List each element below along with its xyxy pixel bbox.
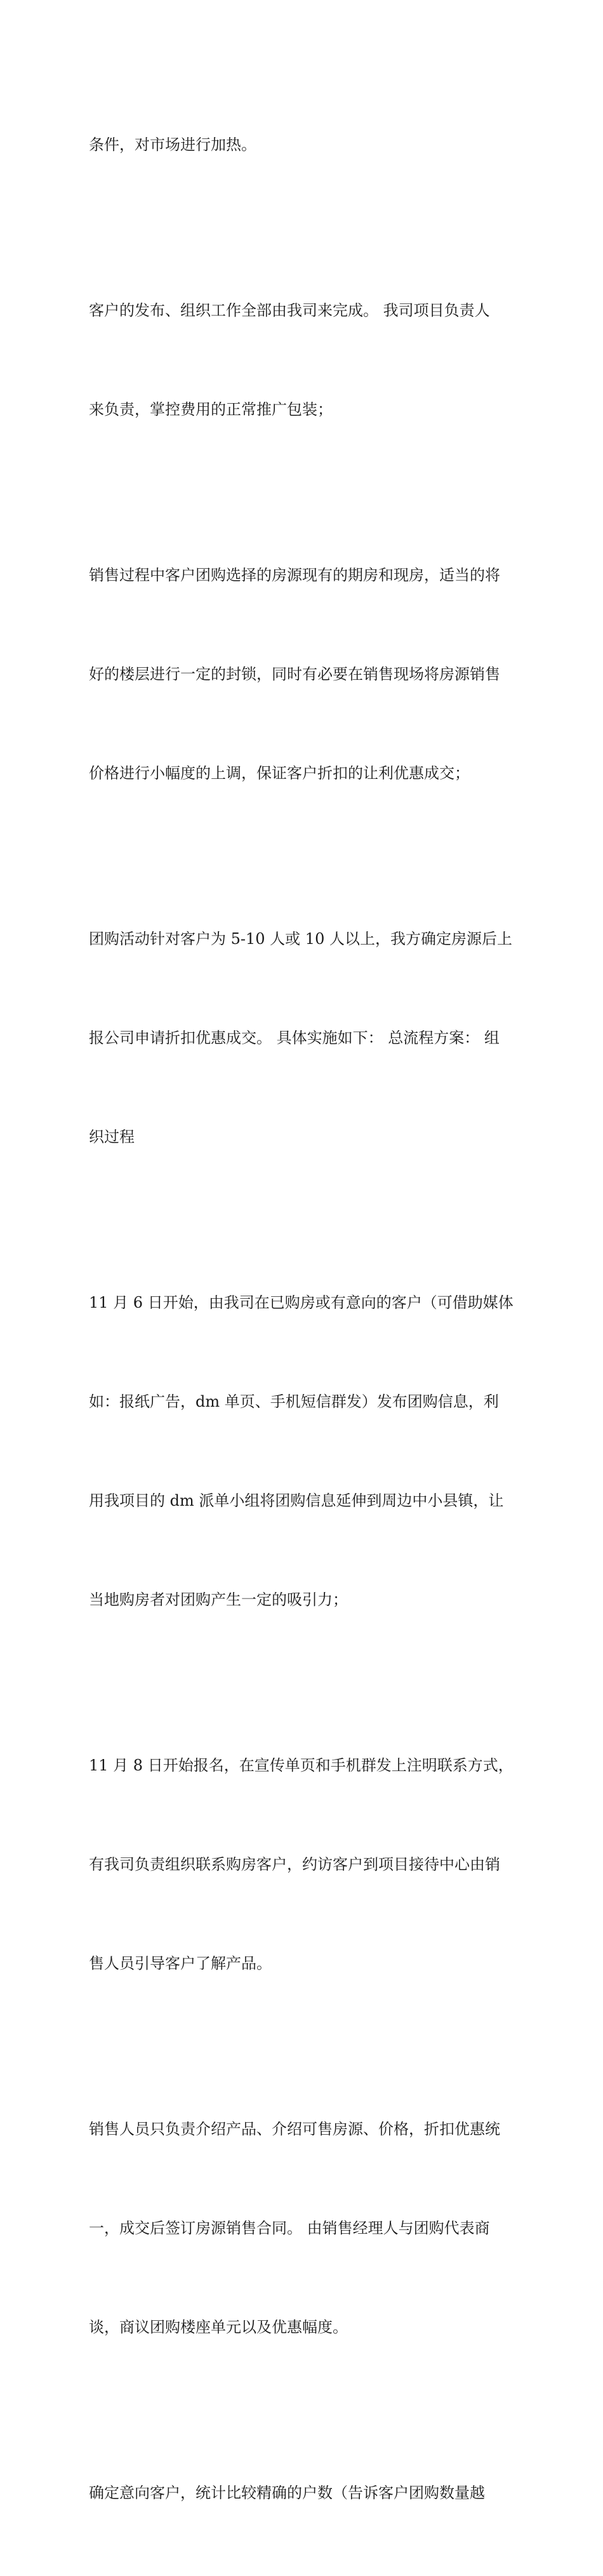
text-line: 销售过程中客户团购选择的房源现有的期房和现房，适当的将	[89, 566, 500, 584]
text-line: 有我司负责组织联系购房客户，约访客户到项目接待中心由销	[89, 1856, 500, 1873]
text-line: 11 月 6 日开始，由我司在已购房或有意向的客户（可借助媒体	[89, 1294, 514, 1311]
paragraph-1	[89, 62, 520, 227]
text-line: 11 月 8 日开始报名，在宣传单页和手机群发上注明联系方式，	[89, 1756, 514, 1774]
text-line: 好的楼层进行一定的封锁，同时有必要在销售现场将房源销售	[89, 665, 500, 683]
text-line: 谈，商议团购楼座单元以及优惠幅度。	[89, 2318, 348, 2336]
text-line: 当地购房者对团购产生一定的吸引力；	[89, 1591, 348, 1609]
text-line: 用我项目的 dm 派单小组将团购信息延伸到周边中小县镇，让	[89, 1492, 504, 1510]
text-line: 织过程	[89, 1128, 135, 1146]
paragraph-8	[89, 2410, 520, 2575]
paragraph-5	[89, 1220, 520, 1682]
paragraph-3	[89, 493, 520, 856]
text-line: 客户的发布、组织工作全部由我司来完成。 我司项目负责人	[89, 302, 490, 319]
text-line: 如：报纸广告，dm 单页、手机短信群发）发布团购信息，利	[89, 1393, 499, 1411]
paragraph-6	[89, 1683, 520, 2046]
document-body	[89, 62, 520, 2576]
text-line: 售人员引导客户了解产品。	[89, 1955, 272, 1972]
text-line: 一，成交后签订房源销售合同。 由销售经理人与团购代表商	[89, 2219, 490, 2237]
text-line: 确定意向客户，统计比较精确的户数（告诉客户团购数量越	[89, 2484, 485, 2502]
text-line: 销售人员只负责介绍产品、介绍可售房源、价格，折扣优惠统	[89, 2120, 500, 2138]
text-line: 来负责，掌控费用的正常推广包装；	[89, 401, 333, 418]
paragraph-2	[89, 228, 520, 492]
text-line: 条件，对市场进行加热。	[89, 136, 256, 154]
text-line: 价格进行小幅度的上调，保证客户折扣的让利优惠成交；	[89, 764, 470, 782]
paragraph-4	[89, 856, 520, 1219]
text-line: 团购活动针对客户为 5-10 人或 10 人以上，我方确定房源后上	[89, 930, 512, 948]
text-line: 报公司申请折扣优惠成交。 具体实施如下： 总流程方案： 组	[89, 1029, 500, 1047]
paragraph-7	[89, 2047, 520, 2410]
